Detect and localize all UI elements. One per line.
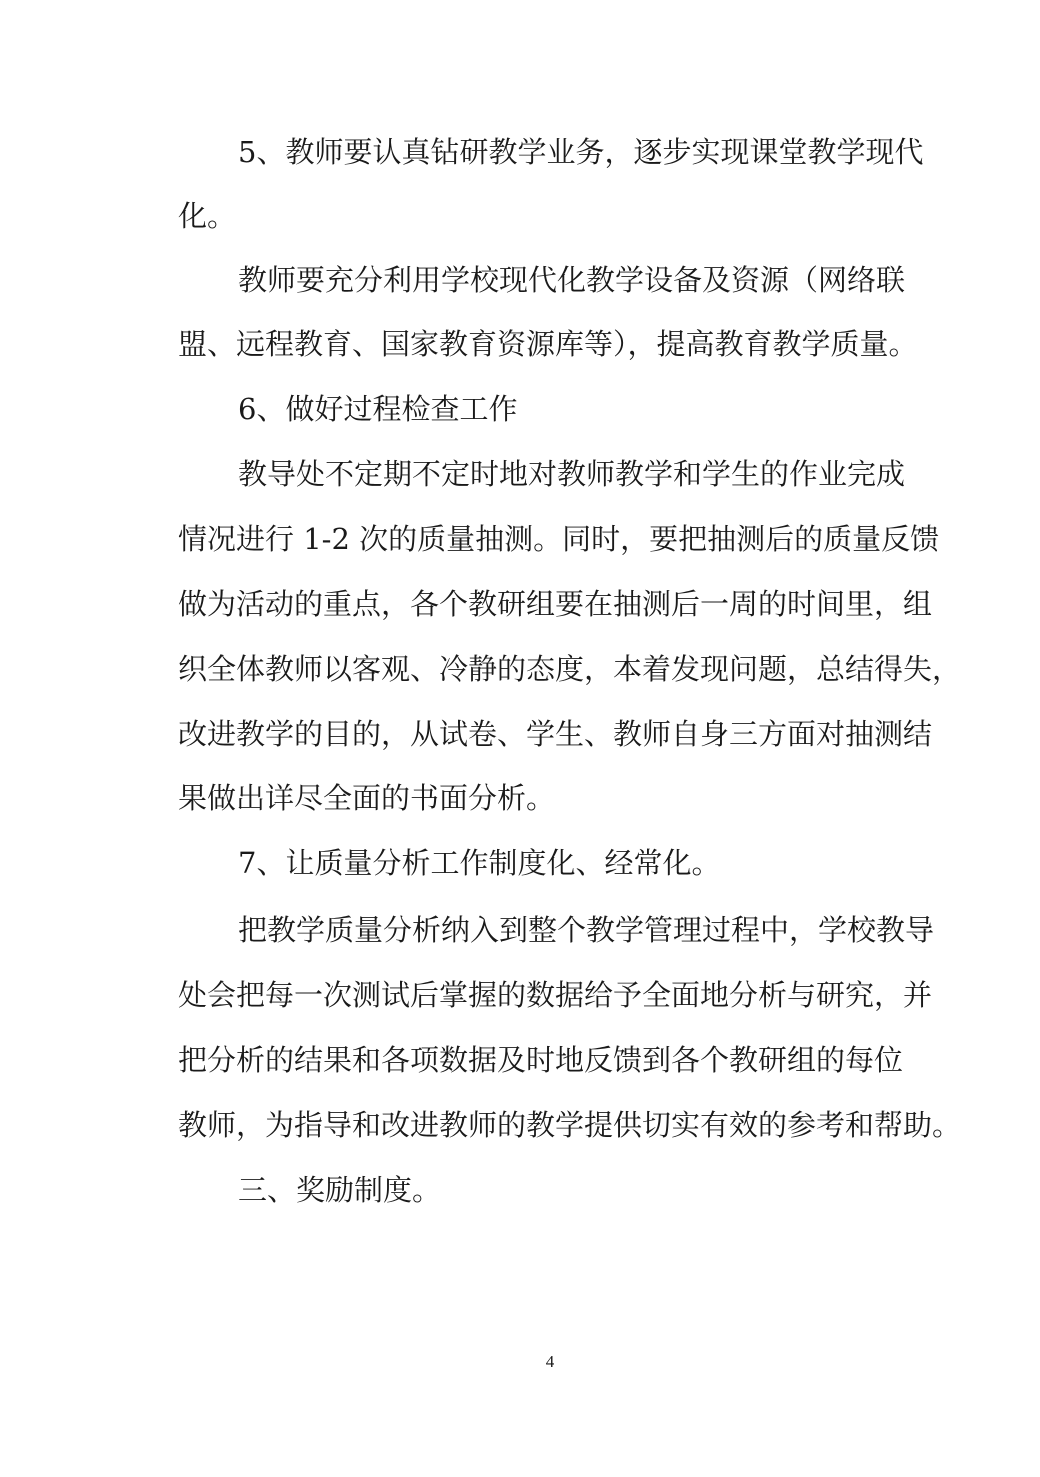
text-line: 5、教师要认真钻研教学业务，逐步实现课堂教学现代 [238, 135, 924, 169]
text-line: 把教学质量分析纳入到整个教学管理过程中，学校教导 [238, 913, 935, 947]
page-number: 4 [545, 1352, 555, 1371]
text-line: 情况进行 1-2 次的质量抽测。同时，要把抽测后的质量反馈 [178, 522, 940, 556]
text-line: 三、奖励制度。 [238, 1173, 442, 1207]
text-line: 把分析的结果和各项数据及时地反馈到各个教研组的每位 [178, 1043, 904, 1077]
text-line: 处会把每一次测试后掌握的数据给予全面地分析与研究，并 [178, 978, 933, 1012]
text-line: 化。 [178, 199, 237, 233]
text-line: 织全体教师以客观、冷静的态度，本着发现问题，总结得失， [178, 652, 962, 686]
text-line: 6、做好过程检查工作 [238, 392, 518, 426]
text-line: 7、让质量分析工作制度化、经常化。 [238, 846, 721, 880]
text-line: 教师要充分利用学校现代化教学设备及资源（网络联 [238, 263, 906, 297]
text-line: 盟、远程教育、国家教育资源库等），提高教育教学质量。 [178, 327, 918, 361]
text-line: 果做出详尽全面的书面分析。 [178, 781, 556, 815]
text-line: 改进教学的目的，从试卷、学生、教师自身三方面对抽测结 [178, 717, 933, 751]
text-line: 做为活动的重点，各个教研组要在抽测后一周的时间里，组 [178, 587, 933, 621]
text-line: 教导处不定期不定时地对教师教学和学生的作业完成 [238, 457, 906, 491]
text-line: 教师，为指导和改进教师的教学提供切实有效的参考和帮助。 [178, 1108, 962, 1142]
